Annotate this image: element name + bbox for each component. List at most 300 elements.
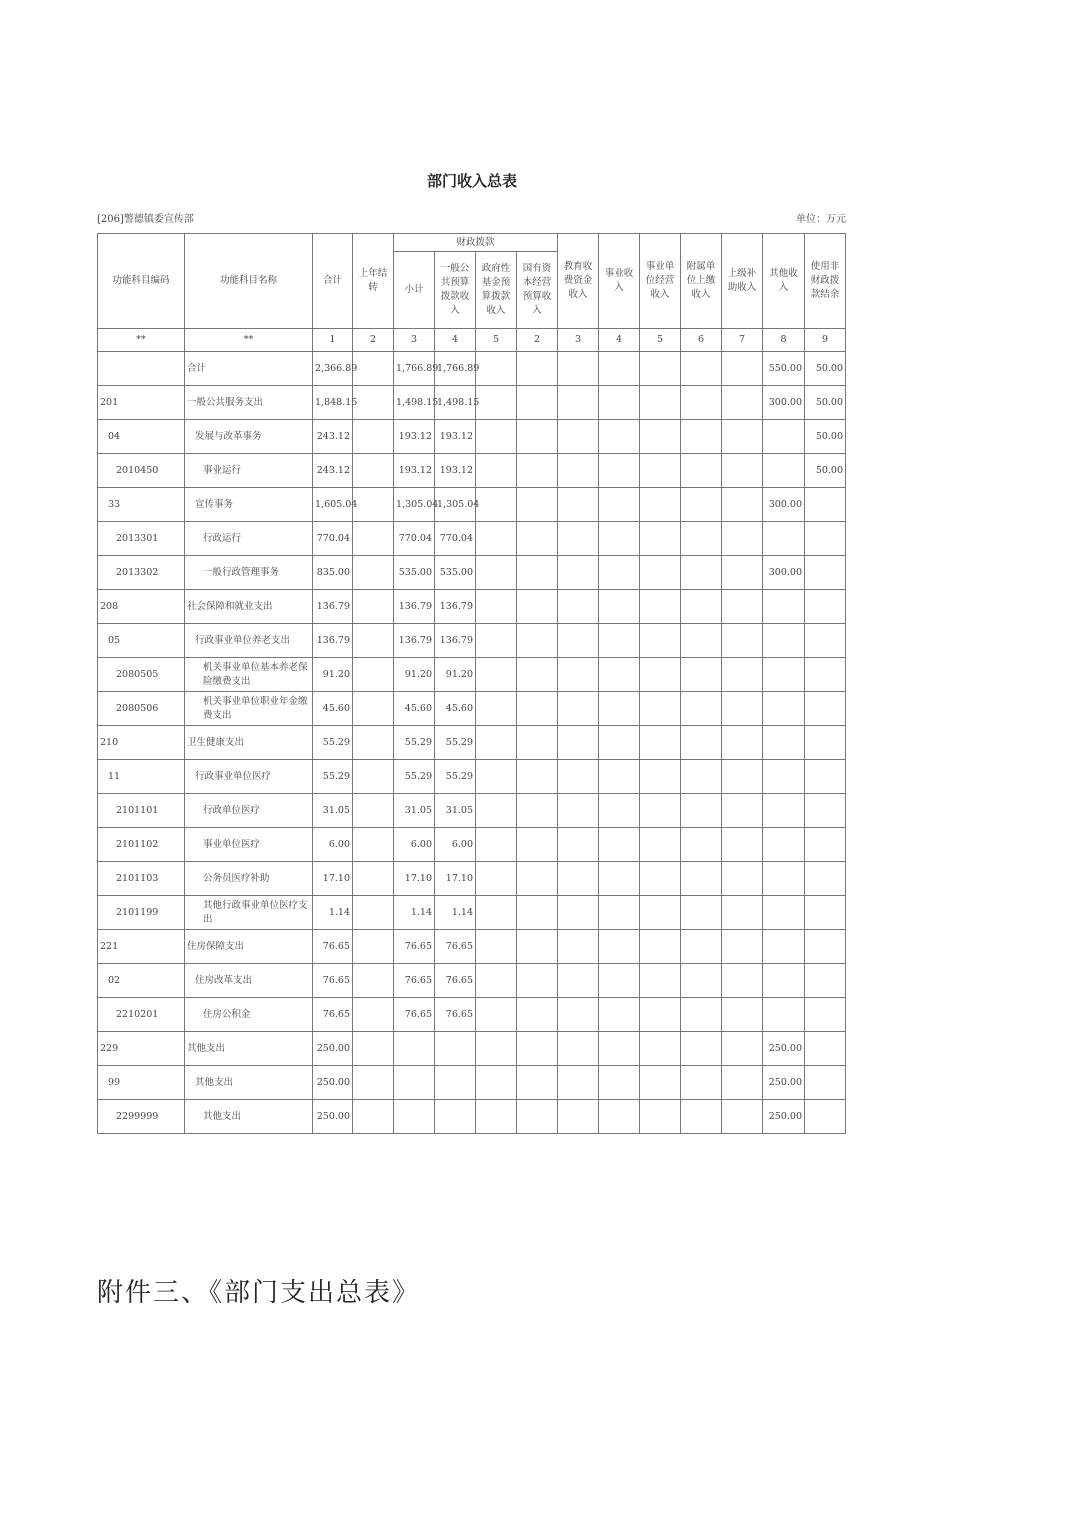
affiliated-cell <box>681 794 722 828</box>
table-row <box>98 488 846 522</box>
edu-fee-cell <box>558 794 599 828</box>
business-cell <box>599 896 640 930</box>
total-cell: 250.00 <box>313 1100 353 1134</box>
header-code: 功能科目编码 <box>98 234 185 329</box>
index-cell: 6 <box>681 329 722 352</box>
header-fiscal-group: 财政拨款 <box>394 234 558 252</box>
business-cell <box>599 658 640 692</box>
carryover-cell <box>353 726 394 760</box>
table-row <box>98 1100 846 1134</box>
nonfiscal-cell <box>805 760 846 794</box>
subtotal-cell: 193.12 <box>394 420 435 454</box>
subtotal-cell: 45.60 <box>394 692 435 726</box>
code-cell: 04 <box>98 420 185 454</box>
subsidy-cell <box>722 964 763 998</box>
state-capital-cell <box>517 386 558 420</box>
affiliated-cell <box>681 556 722 590</box>
code-cell: 2101199 <box>98 896 185 930</box>
edu-fee-cell <box>558 1066 599 1100</box>
edu-fee-cell <box>558 658 599 692</box>
index-cell: 5 <box>476 329 517 352</box>
state-capital-cell <box>517 1100 558 1134</box>
gov-fund-cell <box>476 760 517 794</box>
index-cell: ** <box>98 329 185 352</box>
subtotal-cell: 1,498.15 <box>394 386 435 420</box>
other-income-cell: 250.00 <box>763 1032 805 1066</box>
other-income-cell <box>763 454 805 488</box>
code-cell: 2013302 <box>98 556 185 590</box>
code-cell: 2210201 <box>98 998 185 1032</box>
affiliated-cell <box>681 454 722 488</box>
general-budget-cell: 6.00 <box>435 828 476 862</box>
table-title: 部门收入总表 <box>426 172 517 190</box>
other-income-cell <box>763 862 805 896</box>
state-capital-cell <box>517 1066 558 1100</box>
state-capital-cell <box>517 488 558 522</box>
name-cell: 行政事业单位养老支出 <box>185 624 313 658</box>
edu-fee-cell <box>558 930 599 964</box>
business-unit-cell <box>640 998 681 1032</box>
general-budget-cell: 1,766.89 <box>435 352 476 386</box>
general-budget-cell: 91.20 <box>435 658 476 692</box>
edu-fee-cell <box>558 590 599 624</box>
edu-fee-cell <box>558 352 599 386</box>
name-cell: 公务员医疗补助 <box>185 862 313 896</box>
business-unit-cell <box>640 1066 681 1100</box>
nonfiscal-cell <box>805 930 846 964</box>
gov-fund-cell <box>476 658 517 692</box>
business-cell <box>599 420 640 454</box>
index-cell: 7 <box>722 329 763 352</box>
other-income-cell: 550.00 <box>763 352 805 386</box>
general-budget-cell: 136.79 <box>435 590 476 624</box>
nonfiscal-cell <box>805 862 846 896</box>
affiliated-cell <box>681 964 722 998</box>
general-budget-cell: 55.29 <box>435 726 476 760</box>
business-cell <box>599 828 640 862</box>
table-row <box>98 590 846 624</box>
subsidy-cell <box>722 998 763 1032</box>
edu-fee-cell <box>558 896 599 930</box>
table-row <box>98 862 846 896</box>
table-row <box>98 420 846 454</box>
nonfiscal-cell <box>805 590 846 624</box>
gov-fund-cell <box>476 794 517 828</box>
general-budget-cell: 76.65 <box>435 998 476 1032</box>
header-general-budget: 一般公共预算拨款收入 <box>435 252 476 329</box>
index-cell: 3 <box>394 329 435 352</box>
carryover-cell <box>353 420 394 454</box>
business-cell <box>599 692 640 726</box>
name-cell: 其他行政事业单位医疗支出 <box>185 896 313 930</box>
department-label: [206]警德镇委宣传部 <box>97 214 194 225</box>
general-budget-cell <box>435 1100 476 1134</box>
business-cell <box>599 454 640 488</box>
state-capital-cell <box>517 522 558 556</box>
business-cell <box>599 1100 640 1134</box>
carryover-cell <box>353 454 394 488</box>
business-unit-cell <box>640 352 681 386</box>
affiliated-cell <box>681 896 722 930</box>
state-capital-cell <box>517 930 558 964</box>
nonfiscal-cell <box>805 1100 846 1134</box>
business-cell <box>599 386 640 420</box>
table-row <box>98 998 846 1032</box>
subtotal-cell: 17.10 <box>394 862 435 896</box>
table-row <box>98 522 846 556</box>
edu-fee-cell <box>558 692 599 726</box>
header-business-unit: 事业单位经营收入 <box>640 234 681 329</box>
name-cell: 机关事业单位基本养老保险缴费支出 <box>185 658 313 692</box>
subsidy-cell <box>722 454 763 488</box>
general-budget-cell: 17.10 <box>435 862 476 896</box>
subsidy-cell <box>722 896 763 930</box>
other-income-cell <box>763 420 805 454</box>
total-cell: 243.12 <box>313 420 353 454</box>
name-cell: 行政运行 <box>185 522 313 556</box>
gov-fund-cell <box>476 828 517 862</box>
code-cell: 2080505 <box>98 658 185 692</box>
state-capital-cell <box>517 862 558 896</box>
general-budget-cell: 1,498.15 <box>435 386 476 420</box>
carryover-cell <box>353 794 394 828</box>
edu-fee-cell <box>558 1032 599 1066</box>
other-income-cell <box>763 726 805 760</box>
name-cell: 一般行政管理事务 <box>185 556 313 590</box>
gov-fund-cell <box>476 930 517 964</box>
carryover-cell <box>353 998 394 1032</box>
gov-fund-cell <box>476 522 517 556</box>
affiliated-cell <box>681 522 722 556</box>
business-unit-cell <box>640 658 681 692</box>
business-unit-cell <box>640 488 681 522</box>
general-budget-cell: 535.00 <box>435 556 476 590</box>
name-cell: 合计 <box>185 352 313 386</box>
state-capital-cell <box>517 760 558 794</box>
business-unit-cell <box>640 420 681 454</box>
index-cell: 1 <box>313 329 353 352</box>
business-unit-cell <box>640 1100 681 1134</box>
edu-fee-cell <box>558 420 599 454</box>
table-row <box>98 624 846 658</box>
nonfiscal-cell <box>805 794 846 828</box>
subtotal-cell <box>394 1066 435 1100</box>
subsidy-cell <box>722 1100 763 1134</box>
total-cell: 76.65 <box>313 930 353 964</box>
affiliated-cell <box>681 658 722 692</box>
name-cell: 机关事业单位职业年金缴费支出 <box>185 692 313 726</box>
table-row <box>98 658 846 692</box>
subsidy-cell <box>722 352 763 386</box>
other-income-cell <box>763 658 805 692</box>
affiliated-cell <box>681 386 722 420</box>
gov-fund-cell <box>476 420 517 454</box>
edu-fee-cell <box>558 556 599 590</box>
gov-fund-cell <box>476 454 517 488</box>
name-cell: 一般公共服务支出 <box>185 386 313 420</box>
nonfiscal-cell <box>805 896 846 930</box>
gov-fund-cell <box>476 1032 517 1066</box>
name-cell: 行政事业单位医疗 <box>185 760 313 794</box>
business-cell <box>599 794 640 828</box>
affiliated-cell <box>681 862 722 896</box>
affiliated-cell <box>681 760 722 794</box>
state-capital-cell <box>517 964 558 998</box>
subsidy-cell <box>722 386 763 420</box>
other-income-cell <box>763 828 805 862</box>
header-carryover: 上年结转 <box>353 234 394 329</box>
name-cell: 宣传事务 <box>185 488 313 522</box>
subsidy-cell <box>722 1066 763 1100</box>
carryover-cell <box>353 624 394 658</box>
index-cell: 3 <box>558 329 599 352</box>
gov-fund-cell <box>476 862 517 896</box>
subtotal-cell: 6.00 <box>394 828 435 862</box>
carryover-cell <box>353 590 394 624</box>
header-nonfiscal: 使用非财政拨款结余 <box>805 234 846 329</box>
header-affiliated: 附属单位上缴收入 <box>681 234 722 329</box>
total-cell: 136.79 <box>313 590 353 624</box>
other-income-cell <box>763 896 805 930</box>
nonfiscal-cell <box>805 998 846 1032</box>
subsidy-cell <box>722 488 763 522</box>
carryover-cell <box>353 896 394 930</box>
business-unit-cell <box>640 794 681 828</box>
other-income-cell <box>763 522 805 556</box>
gov-fund-cell <box>476 964 517 998</box>
name-cell: 社会保障和就业支出 <box>185 590 313 624</box>
state-capital-cell <box>517 590 558 624</box>
name-cell: 行政单位医疗 <box>185 794 313 828</box>
index-cell: 2 <box>517 329 558 352</box>
subtotal-cell: 770.04 <box>394 522 435 556</box>
other-income-cell <box>763 794 805 828</box>
general-budget-cell <box>435 1032 476 1066</box>
edu-fee-cell <box>558 760 599 794</box>
gov-fund-cell <box>476 352 517 386</box>
gov-fund-cell <box>476 1066 517 1100</box>
state-capital-cell <box>517 726 558 760</box>
affiliated-cell <box>681 1032 722 1066</box>
total-cell: 835.00 <box>313 556 353 590</box>
edu-fee-cell <box>558 964 599 998</box>
other-income-cell <box>763 590 805 624</box>
affiliated-cell <box>681 624 722 658</box>
subsidy-cell <box>722 726 763 760</box>
nonfiscal-cell <box>805 828 846 862</box>
nonfiscal-cell <box>805 624 846 658</box>
other-income-cell <box>763 998 805 1032</box>
gov-fund-cell <box>476 386 517 420</box>
subtotal-cell: 1,305.04 <box>394 488 435 522</box>
subsidy-cell <box>722 624 763 658</box>
business-unit-cell <box>640 930 681 964</box>
header-edu-fee: 教育收费资金收入 <box>558 234 599 329</box>
carryover-cell <box>353 930 394 964</box>
name-cell: 其他支出 <box>185 1066 313 1100</box>
total-cell: 6.00 <box>313 828 353 862</box>
code-cell: 99 <box>98 1066 185 1100</box>
other-income-cell: 250.00 <box>763 1100 805 1134</box>
income-summary-table <box>97 233 846 1134</box>
subtotal-cell <box>394 1032 435 1066</box>
general-budget-cell: 193.12 <box>435 454 476 488</box>
other-income-cell <box>763 964 805 998</box>
header-name: 功能科目名称 <box>185 234 313 329</box>
edu-fee-cell <box>558 488 599 522</box>
business-unit-cell <box>640 590 681 624</box>
subtotal-cell: 76.65 <box>394 998 435 1032</box>
carryover-cell <box>353 1032 394 1066</box>
business-cell <box>599 352 640 386</box>
code-cell: 2101103 <box>98 862 185 896</box>
code-cell: 2101102 <box>98 828 185 862</box>
name-cell: 事业运行 <box>185 454 313 488</box>
business-unit-cell <box>640 828 681 862</box>
other-income-cell <box>763 624 805 658</box>
general-budget-cell: 1.14 <box>435 896 476 930</box>
general-budget-cell: 76.65 <box>435 964 476 998</box>
other-income-cell <box>763 760 805 794</box>
business-cell <box>599 760 640 794</box>
index-cell: ** <box>185 329 313 352</box>
business-unit-cell <box>640 862 681 896</box>
code-cell: 2013301 <box>98 522 185 556</box>
unit-label: 单位：万元 <box>796 214 846 225</box>
subsidy-cell <box>722 522 763 556</box>
total-cell: 250.00 <box>313 1066 353 1100</box>
name-cell: 卫生健康支出 <box>185 726 313 760</box>
name-cell: 其他支出 <box>185 1100 313 1134</box>
general-budget-cell: 770.04 <box>435 522 476 556</box>
edu-fee-cell <box>558 522 599 556</box>
affiliated-cell <box>681 998 722 1032</box>
general-budget-cell: 31.05 <box>435 794 476 828</box>
name-cell: 住房改革支出 <box>185 964 313 998</box>
code-cell: 05 <box>98 624 185 658</box>
carryover-cell <box>353 692 394 726</box>
subsidy-cell <box>722 1032 763 1066</box>
other-income-cell <box>763 692 805 726</box>
table-row <box>98 1066 846 1100</box>
code-cell: 2080506 <box>98 692 185 726</box>
state-capital-cell <box>517 352 558 386</box>
business-cell <box>599 1066 640 1100</box>
subtotal-cell: 76.65 <box>394 930 435 964</box>
code-cell: 02 <box>98 964 185 998</box>
code-cell: 2299999 <box>98 1100 185 1134</box>
nonfiscal-cell <box>805 726 846 760</box>
subtotal-cell: 76.65 <box>394 964 435 998</box>
business-unit-cell <box>640 964 681 998</box>
other-income-cell: 300.00 <box>763 386 805 420</box>
total-cell: 1,605.04 <box>313 488 353 522</box>
business-cell <box>599 624 640 658</box>
total-cell: 136.79 <box>313 624 353 658</box>
gov-fund-cell <box>476 726 517 760</box>
gov-fund-cell <box>476 692 517 726</box>
business-unit-cell <box>640 1032 681 1066</box>
carryover-cell <box>353 352 394 386</box>
edu-fee-cell <box>558 624 599 658</box>
subsidy-cell <box>722 420 763 454</box>
affiliated-cell <box>681 726 722 760</box>
nonfiscal-cell <box>805 556 846 590</box>
affiliated-cell <box>681 930 722 964</box>
subsidy-cell <box>722 794 763 828</box>
carryover-cell <box>353 1100 394 1134</box>
header-other: 其他收入 <box>763 234 805 329</box>
code-cell: 210 <box>98 726 185 760</box>
table-row <box>98 352 846 386</box>
business-cell <box>599 488 640 522</box>
business-unit-cell <box>640 726 681 760</box>
general-budget-cell <box>435 1066 476 1100</box>
edu-fee-cell <box>558 386 599 420</box>
subsidy-cell <box>722 590 763 624</box>
affiliated-cell <box>681 828 722 862</box>
code-cell <box>98 352 185 386</box>
state-capital-cell <box>517 1032 558 1066</box>
affiliated-cell <box>681 488 722 522</box>
subtotal-cell: 535.00 <box>394 556 435 590</box>
table-row <box>98 692 846 726</box>
header-subtotal: 小计 <box>394 252 435 329</box>
total-cell: 31.05 <box>313 794 353 828</box>
subsidy-cell <box>722 828 763 862</box>
header-total: 合计 <box>313 234 353 329</box>
business-unit-cell <box>640 386 681 420</box>
subtotal-cell <box>394 1100 435 1134</box>
code-cell: 2101101 <box>98 794 185 828</box>
nonfiscal-cell <box>805 1032 846 1066</box>
business-unit-cell <box>640 896 681 930</box>
subtotal-cell: 55.29 <box>394 726 435 760</box>
state-capital-cell <box>517 454 558 488</box>
business-unit-cell <box>640 692 681 726</box>
edu-fee-cell <box>558 998 599 1032</box>
table-row <box>98 726 846 760</box>
index-cell: 2 <box>353 329 394 352</box>
carryover-cell <box>353 760 394 794</box>
business-cell <box>599 522 640 556</box>
business-cell <box>599 998 640 1032</box>
carryover-cell <box>353 1066 394 1100</box>
table-row <box>98 386 846 420</box>
state-capital-cell <box>517 420 558 454</box>
code-cell: 33 <box>98 488 185 522</box>
total-cell: 250.00 <box>313 1032 353 1066</box>
affiliated-cell <box>681 590 722 624</box>
edu-fee-cell <box>558 726 599 760</box>
nonfiscal-cell <box>805 488 846 522</box>
business-cell <box>599 726 640 760</box>
gov-fund-cell <box>476 1100 517 1134</box>
business-unit-cell <box>640 522 681 556</box>
general-budget-cell: 45.60 <box>435 692 476 726</box>
code-cell: 208 <box>98 590 185 624</box>
nonfiscal-cell <box>805 1066 846 1100</box>
name-cell: 事业单位医疗 <box>185 828 313 862</box>
subsidy-cell <box>722 658 763 692</box>
subsidy-cell <box>722 692 763 726</box>
nonfiscal-cell: 50.00 <box>805 420 846 454</box>
table-row <box>98 556 846 590</box>
name-cell: 住房公积金 <box>185 998 313 1032</box>
general-budget-cell: 193.12 <box>435 420 476 454</box>
gov-fund-cell <box>476 488 517 522</box>
business-cell <box>599 1032 640 1066</box>
